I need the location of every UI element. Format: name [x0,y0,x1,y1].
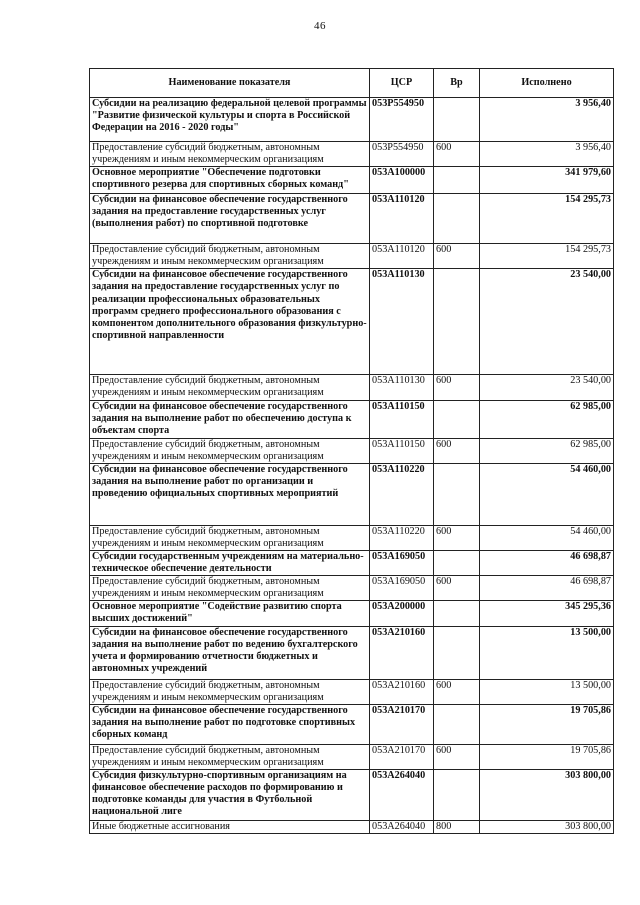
table-row [90,576,614,601]
row-csr-cell: 053A110130 [370,269,434,375]
table-row [90,679,614,704]
table-row [90,400,614,438]
table-row [90,626,614,679]
row-value-cell: 23 540,00 [480,375,614,400]
budget-table [89,68,614,834]
row-vr-cell [434,704,480,744]
row-value-cell: 62 985,00 [480,438,614,463]
row-csr-cell: 053P554950 [370,142,434,167]
row-name-cell: Основное мероприятие "Содействие развитию спорта высших достижений" [90,601,370,626]
table-row [90,525,614,550]
table-row [90,463,614,525]
row-csr-cell: 053A110220 [370,463,434,525]
row-value-cell: 46 698,87 [480,550,614,575]
table-row [90,167,614,194]
header-name: Наименование показателя [90,69,370,98]
row-name-cell: Предоставление субсидий бюджетным, автономным учреждениям и иным некоммерческим организациям [90,744,370,769]
table-row [90,769,614,820]
row-vr-cell [434,601,480,626]
row-name-cell: Предоставление субсидий бюджетным, автономным учреждениям и иным некоммерческим организациям [90,679,370,704]
row-value-cell: 23 540,00 [480,269,614,375]
row-value-cell: 46 698,87 [480,576,614,601]
table-row [90,744,614,769]
row-vr-cell [434,463,480,525]
table-row [90,194,614,244]
row-vr-cell: 600 [434,679,480,704]
row-csr-cell: 053P554950 [370,98,434,142]
row-vr-cell [434,769,480,820]
row-vr-cell [434,167,480,194]
row-csr-cell: 053A110120 [370,194,434,244]
row-value-cell: 303 800,00 [480,769,614,820]
table-row [90,820,614,833]
row-name-cell: Субсидии на финансовое обеспечение государственного задания на предоставление государственных услуг по реализации профессиональных образовательных программ среднего профессионального образования с компонентом дополнительного образования физкультурно-спортивной направленности [90,269,370,375]
row-vr-cell: 600 [434,438,480,463]
header-executed: Исполнено [480,69,614,98]
row-csr-cell: 053A210170 [370,704,434,744]
row-vr-cell [434,626,480,679]
row-name-cell: Субсидии на реализацию федеральной целевой программы "Развитие физической культуры и спорта в Российской Федерации на 2016 - 2020 годы" [90,98,370,142]
row-name-cell: Субсидии на финансовое обеспечение государственного задания на выполнение работ по обеспечению доступа к объектам спорта [90,400,370,438]
row-csr-cell: 053A110120 [370,244,434,269]
row-vr-cell: 600 [434,142,480,167]
table-row [90,142,614,167]
row-name-cell: Предоставление субсидий бюджетным, автономным учреждениям и иным некоммерческим организациям [90,244,370,269]
row-vr-cell: 600 [434,375,480,400]
row-name-cell: Субсидии на финансовое обеспечение государственного задания на выполнение работ по организации и проведению официальных спортивных мероприятий [90,463,370,525]
row-csr-cell: 053A169050 [370,550,434,575]
row-vr-cell: 600 [434,744,480,769]
row-value-cell: 3 956,40 [480,98,614,142]
row-csr-cell: 053A200000 [370,601,434,626]
row-vr-cell [434,269,480,375]
row-value-cell: 154 295,73 [480,194,614,244]
row-value-cell: 341 979,60 [480,167,614,194]
row-vr-cell [434,194,480,244]
row-vr-cell [434,98,480,142]
row-name-cell: Иные бюджетные ассигнования [90,820,370,833]
row-value-cell: 3 956,40 [480,142,614,167]
header-vr: Вр [434,69,480,98]
row-value-cell: 13 500,00 [480,679,614,704]
row-name-cell: Основное мероприятие "Обеспечение подготовки спортивного резерва для спортивных сборных команд" [90,167,370,194]
row-vr-cell [434,550,480,575]
row-vr-cell [434,400,480,438]
row-vr-cell: 600 [434,525,480,550]
row-csr-cell: 053A210170 [370,744,434,769]
row-csr-cell: 053A100000 [370,167,434,194]
table-row [90,601,614,626]
row-csr-cell: 053A210160 [370,626,434,679]
table-row [90,269,614,375]
row-name-cell: Предоставление субсидий бюджетным, автономным учреждениям и иным некоммерческим организациям [90,576,370,601]
row-value-cell: 62 985,00 [480,400,614,438]
row-name-cell: Субсидия физкультурно-спортивным организациям на финансовое обеспечение расходов по формированию и подготовке команды для участия в Футбольной национальной лиге [90,769,370,820]
table-row [90,550,614,575]
row-csr-cell: 053A110220 [370,525,434,550]
row-name-cell: Предоставление субсидий бюджетным, автономным учреждениям и иным некоммерческим организациям [90,142,370,167]
row-value-cell: 19 705,86 [480,744,614,769]
table-row [90,438,614,463]
table-row [90,98,614,142]
row-csr-cell: 053A264040 [370,769,434,820]
row-name-cell: Предоставление субсидий бюджетным, автономным учреждениям и иным некоммерческим организациям [90,438,370,463]
row-vr-cell: 800 [434,820,480,833]
row-csr-cell: 053A169050 [370,576,434,601]
row-value-cell: 345 295,36 [480,601,614,626]
table-row [90,375,614,400]
row-value-cell: 54 460,00 [480,463,614,525]
table-row [90,704,614,744]
row-csr-cell: 053A110130 [370,375,434,400]
row-vr-cell: 600 [434,244,480,269]
header-csr: ЦСР [370,69,434,98]
table-row [90,244,614,269]
table-header-row [90,69,614,98]
row-csr-cell: 053A110150 [370,400,434,438]
row-value-cell: 19 705,86 [480,704,614,744]
row-name-cell: Предоставление субсидий бюджетным, автономным учреждениям и иным некоммерческим организациям [90,375,370,400]
row-value-cell: 13 500,00 [480,626,614,679]
row-value-cell: 54 460,00 [480,525,614,550]
row-csr-cell: 053A210160 [370,679,434,704]
page-number: 46 [314,20,326,32]
row-value-cell: 154 295,73 [480,244,614,269]
row-name-cell: Субсидии на финансовое обеспечение государственного задания на выполнение работ по ведению бухгалтерского учета и формированию отчетности бюджетных и автономных учреждений [90,626,370,679]
row-name-cell: Субсидии на финансовое обеспечение государственного задания на предоставление государственных услуг (выполнения работ) по спортивной подготовке [90,194,370,244]
row-csr-cell: 053A264040 [370,820,434,833]
row-name-cell: Предоставление субсидий бюджетным, автономным учреждениям и иным некоммерческим организациям [90,525,370,550]
row-vr-cell: 600 [434,576,480,601]
row-name-cell: Субсидии государственным учреждениям на материально-техническое обеспечение деятельности [90,550,370,575]
row-csr-cell: 053A110150 [370,438,434,463]
row-name-cell: Субсидии на финансовое обеспечение государственного задания на выполнение работ по подготовке спортивных сборных команд [90,704,370,744]
row-value-cell: 303 800,00 [480,820,614,833]
table-body [90,98,614,834]
